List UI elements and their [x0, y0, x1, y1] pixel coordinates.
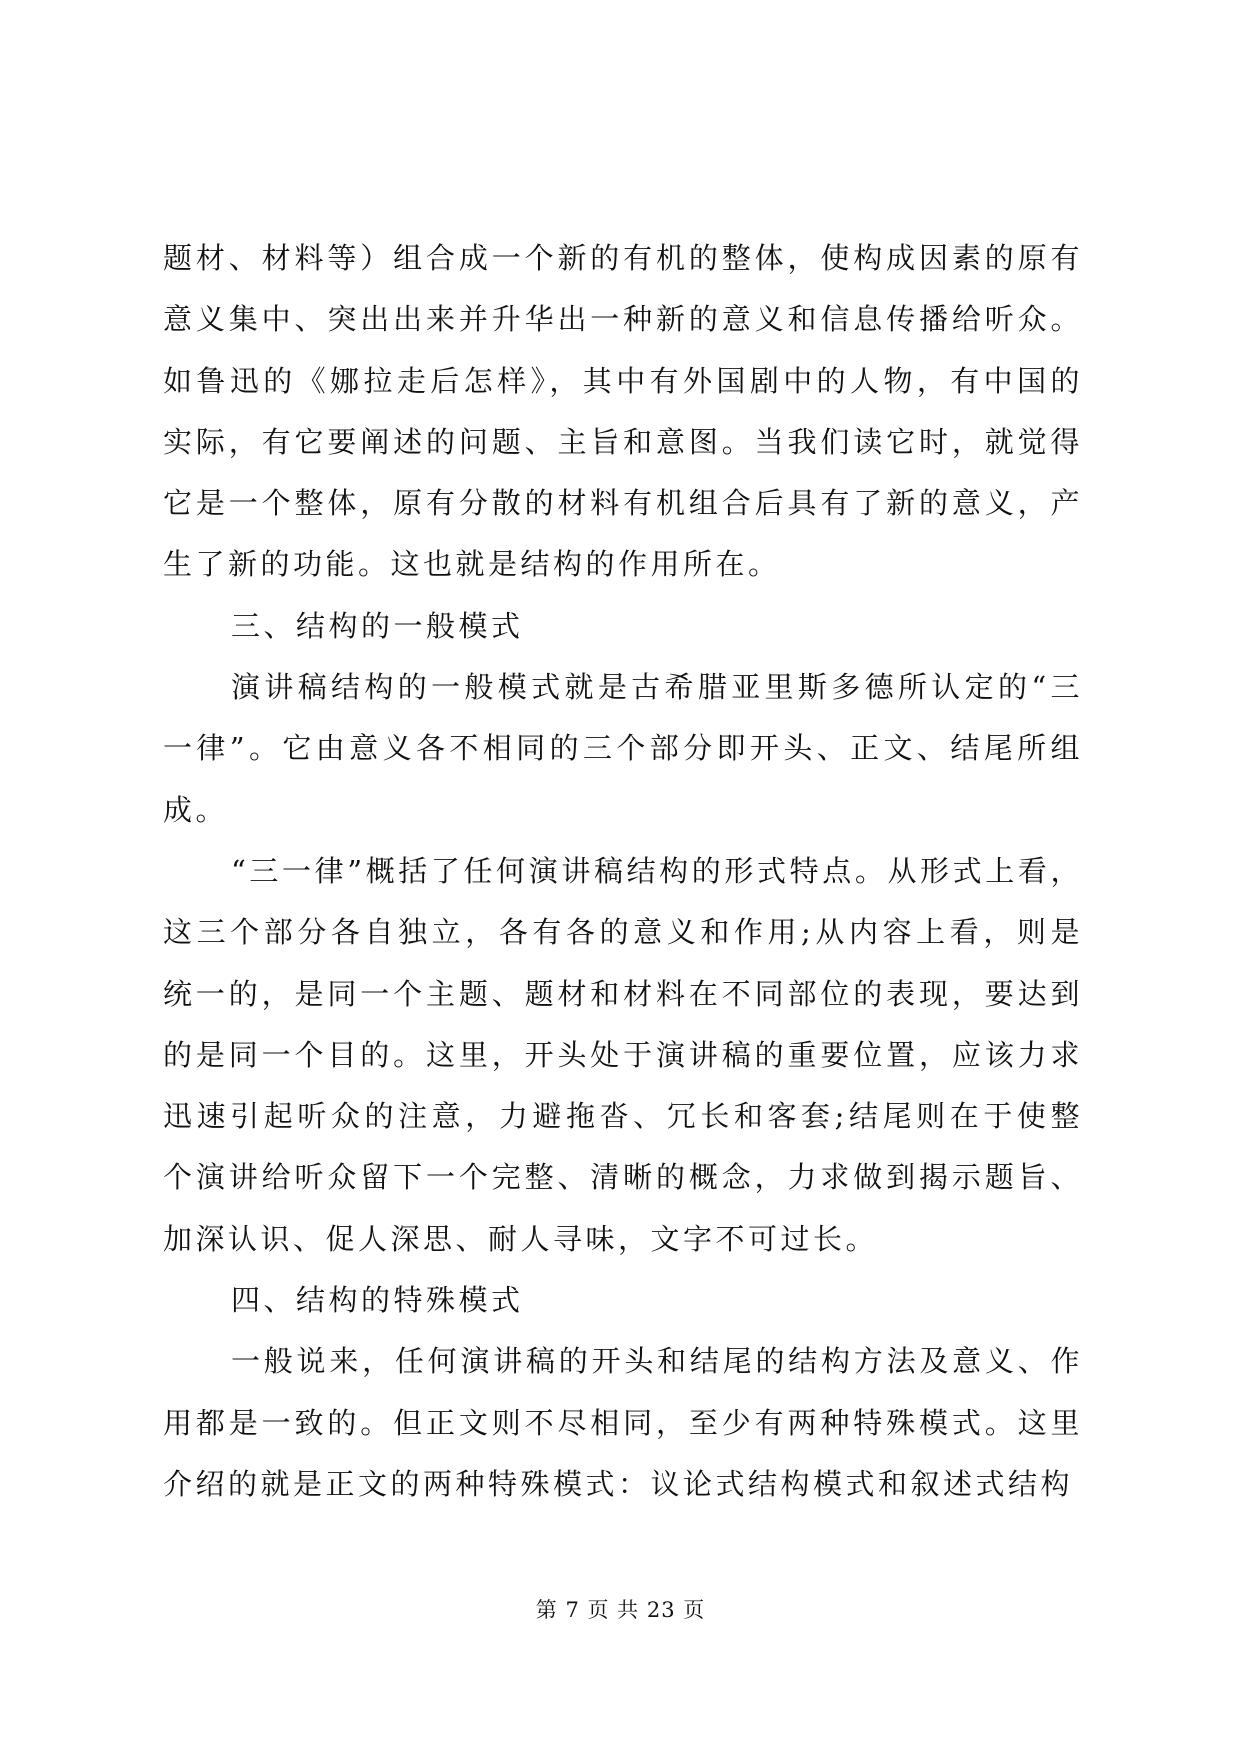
paragraph-continuation: 题材、材料等）组合成一个新的有机的整体，使构成因素的原有意义集中、突出出来并升华出一种新的意义和信息传播给听众。如鲁迅的《娜拉走后怎样》，其中有外国剧中的人物，有中国的实际，有它要阐述的问题、主旨和意图。当我们读它时，就觉得它是一个整体，原有分散的材料有机组合后具有了新的意义，产生了新的功能。这也就是结构的作用所在。: [163, 241, 1083, 582]
section-heading-3: 三、结构的一般模式: [231, 608, 524, 643]
paragraph-special-model: 一般说来，任何演讲稿的开头和结尾的结构方法及意义、作用都是一致的。但正文则不尽相同，至少有两种特殊模式。这里介绍的就是正文的两种特殊模式：议论式结构模式和叙述式结构: [163, 1344, 1083, 1501]
section-heading-4: 四、结构的特殊模式: [231, 1283, 524, 1318]
page-number-footer: 第 7 页 共 23 页: [535, 1598, 706, 1622]
paragraph-general-model: 演讲稿结构的一般模式就是古希腊亚里斯多德所认定的“三一律”。它由意义各不相同的三个部分即开头、正文、结尾所组成。: [163, 670, 1083, 827]
paragraph-three-unities: “三一律”概括了任何演讲稿结构的形式特点。从形式上看，这三个部分各自独立，各有各的意义和作用;从内容上看，则是统一的，是同一个主题、题材和材料在不同部位的表现，要达到的是同一个目的。这里，开头处于演讲稿的重要位置，应该力求迅速引起听众的注意，力避拖沓、冗长和客套;结尾则在于使整个演讲给听众留下一个完整、清晰的概念，力求做到揭示题旨、加深认识、促人深思、耐人寻味，文字不可过长。: [163, 853, 1083, 1256]
body-text: [163, 228, 1083, 1515]
